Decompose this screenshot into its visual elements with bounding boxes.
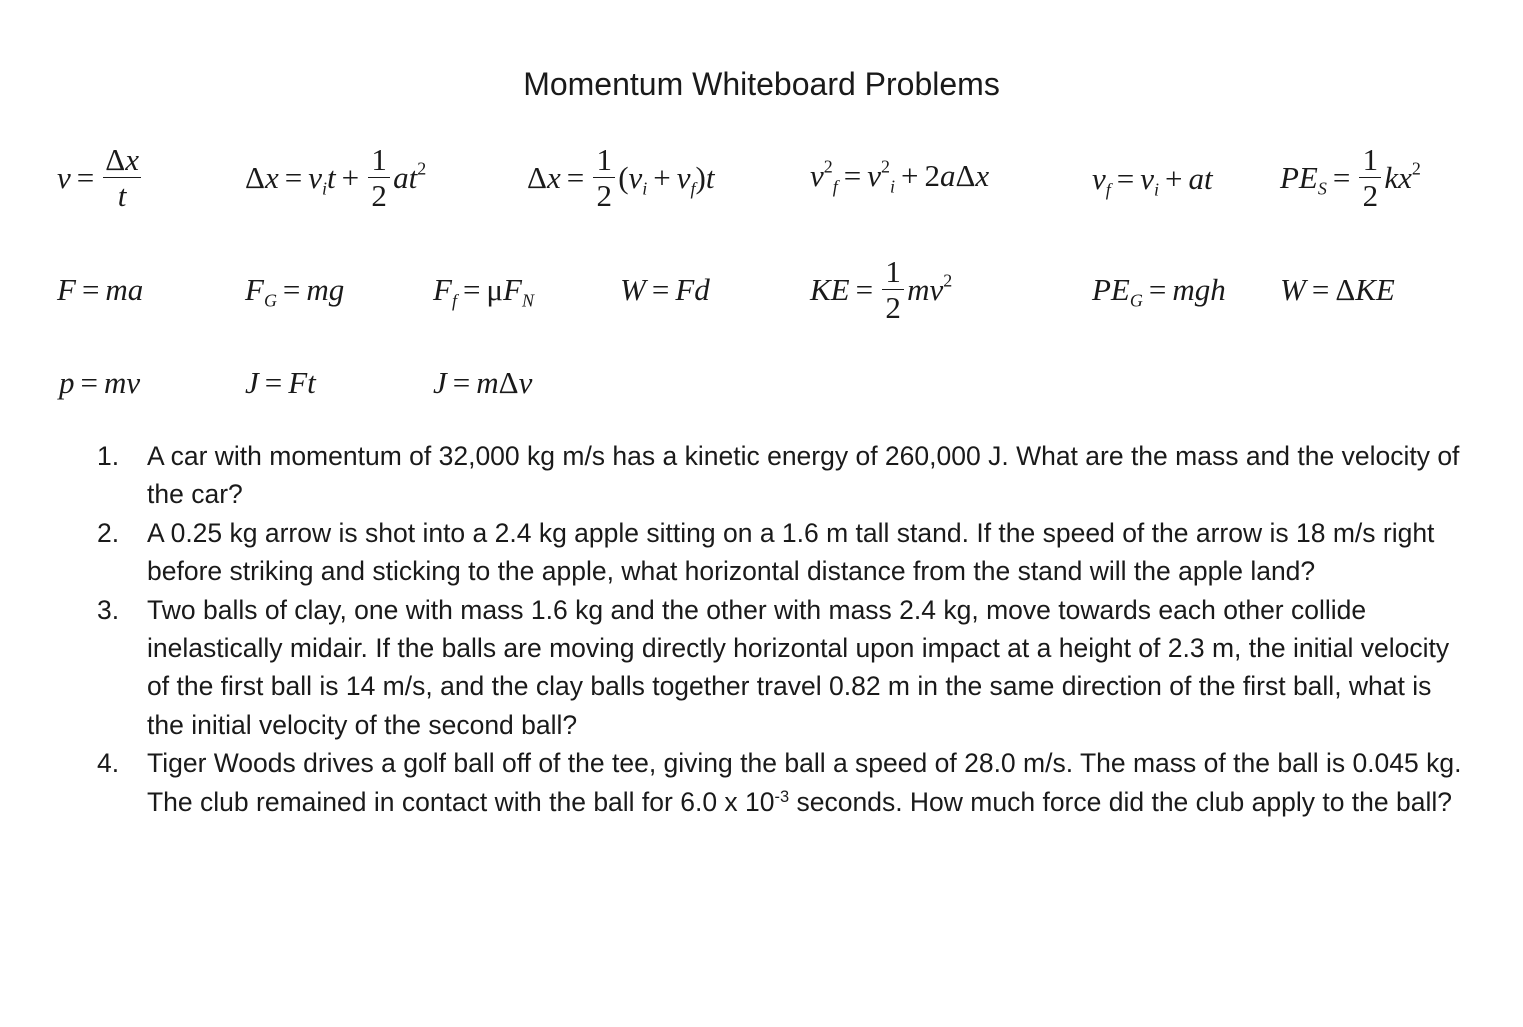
- formula-momentum: p = mv: [59, 365, 141, 400]
- problem-list: [97, 437, 1467, 821]
- problem-number: 4.: [97, 748, 120, 779]
- problem-item: [97, 437, 1467, 514]
- formula-final-velocity: $v_f$ = $v_i$ + at: [1092, 161, 1213, 200]
- problem-text: A car with momentum of 32,000 kg m/s has a kinetic energy of 260,000 J. What are the mass and the velocity of the car?: [147, 441, 1460, 510]
- formula-gravity-force: $F_G$ = mg: [245, 272, 345, 311]
- problem-text: [147, 748, 1461, 816]
- formula-spring-potential-energy: $PE_S$ = $\frac{1}{2}$ $kx^2$: [1280, 142, 1421, 213]
- formula-gravitational-potential-energy: $PE_G$ = mgh: [1092, 272, 1226, 311]
- problem-number: 2.: [97, 517, 120, 548]
- formula-final-velocity-squared: $v^2_f$ = $v^2_i$ + 2 a Δ x: [810, 156, 990, 197]
- formula-displacement-average-velocity: Δ x = $\frac{1}{2}$ ( $v_i$ + $v_f$ ) t: [527, 142, 715, 213]
- formula-work-energy-theorem: W = Δ KE: [1280, 272, 1395, 307]
- page-title: Momentum Whiteboard Problems: [523, 66, 1000, 102]
- formula-work: W = Fd: [620, 272, 710, 307]
- problem-text-after-exponent: seconds. How much force did the club apply to the ball?: [789, 786, 1453, 817]
- problem-item: [97, 744, 1467, 821]
- problem-item: [97, 514, 1467, 591]
- problem-text: A 0.25 kg arrow is shot into a 2.4 kg apple sitting on a 1.6 m tall stand. If the speed of the arrow is 18 m/s right before striking and sticking to the apple, what horizontal distance from the stand will the apple land?: [147, 517, 1435, 587]
- formula-newtons-second-law: F = ma: [57, 272, 144, 307]
- formula-impulse-momentum: J = m Δ v: [433, 365, 533, 400]
- problem-item: [97, 591, 1467, 745]
- problem-text-before-exponent: Tiger Woods drives a golf ball off of the tee, giving the ball a speed of 28.0 m/s. The mass of the ball is 0.045 kg. The club remained in contact with the ball for 6.0 x 10: [147, 748, 1462, 817]
- problem-text: Two balls of clay, one with mass 1.6 kg and the other with mass 2.4 kg, move towards each other collide inelastically midair. If the balls are moving directly horizontal upon impact at a height of 2.3 m, the initial velocity of the first ball is 14 m/s, and the clay balls together travel 0.82 m in the same direction of the first ball, what is the initial velocity of the second ball?: [147, 594, 1450, 740]
- formula-velocity: v = $\frac{\Delta x}{t}$: [57, 142, 139, 213]
- problem-number: 3.: [97, 594, 120, 625]
- formula-kinetic-energy: KE = $\frac{1}{2}$ $mv^2$: [810, 254, 953, 325]
- formula-impulse-force-time: J = Ft: [245, 365, 316, 400]
- formula-displacement-acceleration: Δ x = $v_it$ + $\frac{1}{2}$ $at^2$: [245, 142, 427, 213]
- problem-exponent: -3: [774, 787, 790, 806]
- formula-friction-force: $F_f$ = μ $F_N$: [433, 272, 534, 311]
- problem-number: 1.: [97, 441, 120, 471]
